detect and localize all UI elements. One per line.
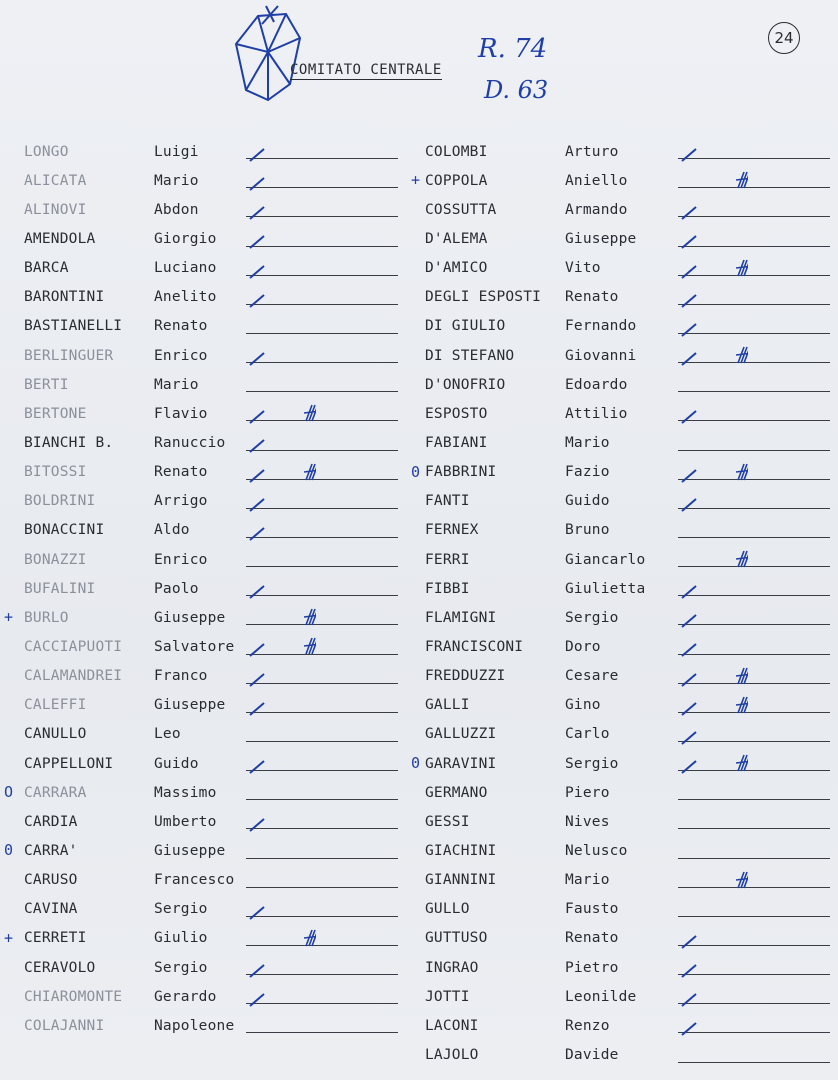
member-surname: GIANNINI [425,872,497,889]
member-surname: COLAJANNI [24,1017,105,1034]
roster-right-column [411,137,675,1070]
page-number: 24 [768,22,800,54]
attendance-mark [678,254,748,282]
roster-row [24,749,244,778]
member-surname: ALICATA [24,172,87,189]
roster-row [24,691,244,720]
member-surname: CERRETI [24,930,87,947]
attendance-mark [678,749,748,777]
member-given-name: Flavio [154,405,208,422]
attendance-mark [678,487,748,515]
member-given-name: Fausto [565,901,619,918]
roster-row [24,137,244,166]
member-given-name: Guido [565,493,610,510]
attendance-mark [246,632,316,660]
member-surname: BERLINGUER [24,347,114,364]
roster-row [24,428,244,457]
attendance-mark [246,603,316,631]
member-surname: GUTTUSO [425,930,488,947]
member-surname: ESPOSTO [425,405,488,422]
member-surname: BERTONE [24,405,87,422]
attendance-mark [678,836,748,864]
roster-row [24,982,244,1011]
member-surname: BITOSSI [24,464,87,481]
attendance-mark [246,254,316,282]
member-surname: BURLO [24,609,69,626]
roster-row [425,574,675,603]
document-title: COMITATO CENTRALE [290,62,442,78]
member-surname: GARAVINI [425,755,497,772]
roster-row [425,895,675,924]
attendance-mark [678,195,748,223]
roster-row [24,341,244,370]
roster-row [24,866,244,895]
attendance-mark [678,720,748,748]
member-given-name: Massimo [154,784,217,801]
roster-row [425,720,675,749]
margin-annotation: O [4,783,14,802]
member-given-name: Ranuccio [154,434,226,451]
member-surname: BOLDRINI [24,493,96,510]
member-surname: BONAZZI [24,551,87,568]
member-surname: CARRARA [24,784,87,801]
member-surname: CACCIAPUOTI [24,638,123,655]
attendance-mark [246,312,316,340]
member-given-name: Arturo [565,143,619,160]
attendance-mark [678,1040,748,1068]
attendance-mark [678,574,748,602]
member-surname: D'AMICO [425,260,488,277]
margin-annotation: 0 [411,753,421,772]
attendance-mark [678,341,748,369]
margin-annotation: + [4,928,14,947]
member-given-name: Nelusco [565,842,628,859]
roster-row [425,778,675,807]
member-given-name: Renato [154,318,208,335]
roster-row [425,924,675,953]
attendance-mark [246,370,316,398]
attendance-mark [246,487,316,515]
attendance-mark [678,545,748,573]
roster-row [24,399,244,428]
roster-row [425,1011,675,1040]
member-given-name: Renzo [565,1017,610,1034]
attendance-mark [246,720,316,748]
member-given-name: Umberto [154,813,217,830]
member-surname: CALAMANDREI [24,668,123,685]
attendance-mark [678,370,748,398]
member-given-name: Enrico [154,551,208,568]
roster-row [24,574,244,603]
member-given-name: Anelito [154,289,217,306]
member-given-name: Franco [154,668,208,685]
member-surname: GIACHINI [425,842,497,859]
member-surname: BARCA [24,260,69,277]
attendance-mark [246,982,316,1010]
roster-row [24,458,244,487]
member-given-name: Napoleone [154,1017,235,1034]
roster-row [425,953,675,982]
member-surname: FRANCISCONI [425,638,524,655]
roster-row [425,224,675,253]
attendance-mark [246,953,316,981]
member-surname: FABIANI [425,434,488,451]
hand-drawn-doodle [228,4,308,104]
attendance-mark [678,953,748,981]
attendance-mark [678,399,748,427]
member-surname: BERTI [24,376,69,393]
member-given-name: Giuseppe [154,609,226,626]
member-given-name: Enrico [154,347,208,364]
attendance-mark [246,341,316,369]
member-given-name: Giuseppe [154,842,226,859]
roster-row [4,836,244,865]
attendance-mark [246,895,316,923]
member-surname: CARRA' [24,842,78,859]
attendance-mark [246,807,316,835]
member-given-name: Attilio [565,405,628,422]
member-given-name: Mario [154,376,199,393]
roster-row [24,370,244,399]
attendance-mark [678,662,748,690]
roster-row [425,399,675,428]
roster-row [411,166,675,195]
attendance-mark [678,895,748,923]
roster-row [24,895,244,924]
attendance-mark [678,516,748,544]
roster-row [24,195,244,224]
member-surname: FABBRINI [425,464,497,481]
roster-row [425,1040,675,1069]
roster-row [24,254,244,283]
roster-row [425,632,675,661]
member-given-name: Aniello [565,172,628,189]
member-given-name: Giuseppe [154,697,226,714]
member-surname: FIBBI [425,580,470,597]
member-surname: FREDDUZZI [425,668,506,685]
roster-row [425,487,675,516]
roster-row [425,545,675,574]
attendance-mark [246,516,316,544]
member-surname: COLOMBI [425,143,488,160]
member-surname: COSSUTTA [425,201,497,218]
roster-row [425,516,675,545]
member-given-name: Leo [154,726,181,743]
member-given-name: Giancarlo [565,551,646,568]
member-surname: AMENDOLA [24,230,96,247]
member-given-name: Renato [154,464,208,481]
member-given-name: Fernando [565,318,637,335]
attendance-mark [246,1011,316,1039]
member-surname: BONACCINI [24,522,105,539]
attendance-mark [678,312,748,340]
margin-annotation: + [411,171,421,190]
member-given-name: Giuseppe [565,230,637,247]
member-surname: CAVINA [24,901,78,918]
handwritten-note-r: R. 74 [478,34,548,64]
attendance-mark [678,458,748,486]
member-surname: CARUSO [24,872,78,889]
roster-row [425,982,675,1011]
attendance-mark [678,691,748,719]
attendance-mark [678,166,748,194]
member-surname: LONGO [24,143,69,160]
attendance-mark [246,224,316,252]
attendance-mark [678,866,748,894]
member-surname: LAJOLO [425,1046,479,1063]
member-given-name: Davide [565,1046,619,1063]
attendance-mark [246,778,316,806]
member-surname: BIANCHI B. [24,434,114,451]
member-surname: CAPPELLONI [24,755,114,772]
attendance-mark [246,749,316,777]
member-surname: GERMANO [425,784,488,801]
member-given-name: Nives [565,813,610,830]
roster-row [24,662,244,691]
attendance-mark [246,195,316,223]
roster-row [425,312,675,341]
member-given-name: Arrigo [154,493,208,510]
attendance-mark [678,982,748,1010]
roster-row [24,632,244,661]
member-given-name: Luigi [154,143,199,160]
roster-row [24,953,244,982]
member-surname: D'ONOFRIO [425,376,506,393]
member-surname: GALLUZZI [425,726,497,743]
member-surname: FLAMIGNI [425,609,497,626]
member-given-name: Bruno [565,522,610,539]
member-given-name: Sergio [154,901,208,918]
member-surname: GALLI [425,697,470,714]
member-surname: DEGLI ESPOSTI [425,289,542,306]
roster-row [4,778,244,807]
member-surname: FERRI [425,551,470,568]
member-surname: DI GIULIO [425,318,506,335]
member-given-name: Edoardo [565,376,628,393]
member-given-name: Salvatore [154,638,235,655]
attendance-mark [678,632,748,660]
attendance-mark [678,778,748,806]
member-given-name: Giulio [154,930,208,947]
attendance-mark [246,574,316,602]
member-surname: GULLO [425,901,470,918]
member-given-name: Cesare [565,668,619,685]
roster-row [4,603,244,632]
member-given-name: Sergio [154,959,208,976]
member-surname: LACONI [425,1017,479,1034]
roster-row [24,224,244,253]
member-given-name: Mario [154,172,199,189]
attendance-mark [246,691,316,719]
roster-row [425,662,675,691]
member-given-name: Renato [565,930,619,947]
roster-row [425,866,675,895]
member-surname: BASTIANELLI [24,318,123,335]
roster-row [24,516,244,545]
attendance-mark [246,836,316,864]
attendance-mark [678,428,748,456]
roster-row [425,341,675,370]
handwritten-note-d: D. 63 [484,76,549,104]
roster-row [425,807,675,836]
roster-row [24,545,244,574]
member-given-name: Vito [565,260,601,277]
roster-row [24,283,244,312]
roster-row [24,720,244,749]
roster-row [425,137,675,166]
roster-left-column [4,137,244,1040]
roster-row [4,924,244,953]
member-given-name: Luciano [154,260,217,277]
roster-row [24,807,244,836]
roster-row [425,428,675,457]
roster-row [425,283,675,312]
member-given-name: Francesco [154,872,235,889]
member-given-name: Abdon [154,201,199,218]
roster-row [425,370,675,399]
attendance-mark [246,137,316,165]
margin-annotation: 0 [411,462,421,481]
member-surname: COPPOLA [425,172,488,189]
member-surname: BUFALINI [24,580,96,597]
member-surname: FANTI [425,493,470,510]
attendance-mark [246,166,316,194]
attendance-mark [246,866,316,894]
member-surname: INGRAO [425,959,479,976]
member-given-name: Paolo [154,580,199,597]
member-given-name: Carlo [565,726,610,743]
member-given-name: Renato [565,289,619,306]
attendance-mark [678,283,748,311]
roster-row [425,691,675,720]
member-surname: CHIAROMONTE [24,988,123,1005]
roster-row [411,749,675,778]
member-given-name: Gerardo [154,988,217,1005]
member-given-name: Gino [565,697,601,714]
attendance-mark [678,224,748,252]
member-given-name: Sergio [565,755,619,772]
member-given-name: Mario [565,434,610,451]
margin-annotation: 0 [4,841,14,860]
roster-row [24,1011,244,1040]
attendance-mark [246,399,316,427]
attendance-mark [678,1011,748,1039]
member-surname: ALINOVI [24,201,87,218]
roster-row [24,166,244,195]
member-given-name: Leonilde [565,988,637,1005]
roster-row [425,195,675,224]
attendance-mark [678,807,748,835]
member-given-name: Giovanni [565,347,637,364]
roster-row [425,254,675,283]
roster-row [24,487,244,516]
member-given-name: Armando [565,201,628,218]
attendance-mark [678,924,748,952]
attendance-mark [246,545,316,573]
member-given-name: Giulietta [565,580,646,597]
member-surname: FERNEX [425,522,479,539]
member-given-name: Pietro [565,959,619,976]
member-surname: CANULLO [24,726,87,743]
member-surname: CALEFFI [24,697,87,714]
member-given-name: Mario [565,872,610,889]
attendance-mark [246,458,316,486]
member-given-name: Giorgio [154,230,217,247]
attendance-mark [678,603,748,631]
margin-annotation: + [4,608,14,627]
attendance-mark [246,283,316,311]
member-surname: JOTTI [425,988,470,1005]
attendance-mark [246,924,316,952]
member-surname: CARDIA [24,813,78,830]
attendance-mark [246,428,316,456]
roster-row [411,458,675,487]
member-given-name: Aldo [154,522,190,539]
member-surname: BARONTINI [24,289,105,306]
member-surname: GESSI [425,813,470,830]
member-given-name: Doro [565,638,601,655]
roster-row [425,836,675,865]
member-surname: D'ALEMA [425,230,488,247]
roster-row [24,312,244,341]
member-given-name: Guido [154,755,199,772]
attendance-mark [678,137,748,165]
member-given-name: Piero [565,784,610,801]
member-given-name: Fazio [565,464,610,481]
member-surname: DI STEFANO [425,347,515,364]
member-surname: CERAVOLO [24,959,96,976]
attendance-mark [246,662,316,690]
roster-row [425,603,675,632]
member-given-name: Sergio [565,609,619,626]
